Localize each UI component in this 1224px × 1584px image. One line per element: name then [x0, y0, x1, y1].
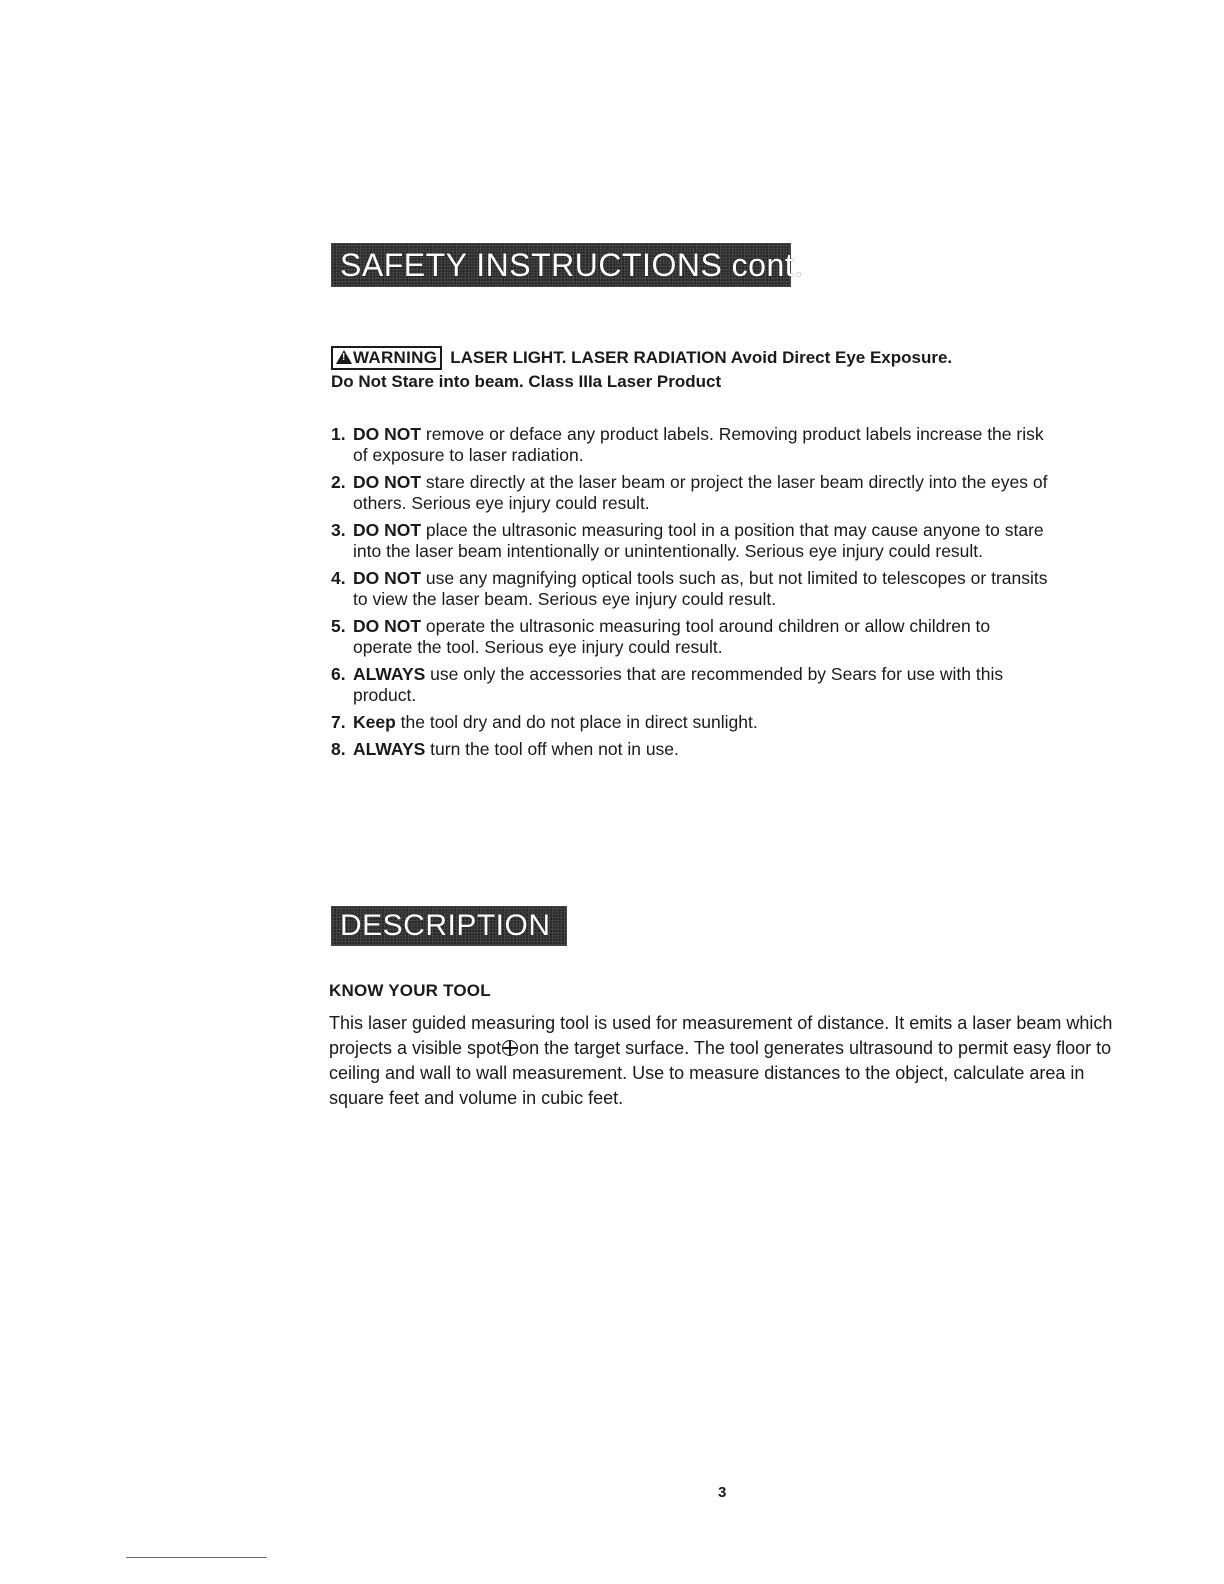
description-heading: DESCRIPTION	[331, 906, 567, 946]
item-number: 1.	[331, 424, 346, 444]
target-crosshair-icon	[502, 1040, 518, 1056]
item-lead: DO NOT	[353, 472, 422, 492]
know-your-tool-heading: KNOW YOUR TOOL	[329, 981, 491, 1000]
item-lead: Keep	[353, 712, 396, 732]
warning-line-1	[331, 346, 1111, 370]
item-text: the tool dry and do not place in direct sunlight.	[395, 712, 758, 732]
warning-badge-label: WARNING	[353, 348, 438, 367]
item-lead: DO NOT	[353, 424, 422, 444]
laser-warning	[331, 346, 1111, 393]
item-text: place the ultrasonic measuring tool in a position that may cause anyone to stare into the laser beam intentionally or unintentionally. Serious eye injury could result.	[353, 520, 1044, 561]
item-number: 2.	[331, 472, 346, 492]
list-item	[331, 616, 1051, 658]
list-item	[331, 712, 1051, 733]
item-lead: DO NOT	[353, 616, 422, 636]
item-number: 5.	[331, 616, 346, 636]
item-text: turn the tool off when not in use.	[425, 739, 679, 759]
item-text: operate the ultrasonic measuring tool around children or allow children to operate the tool. Serious eye injury could result.	[353, 616, 991, 657]
warning-triangle-icon	[336, 350, 352, 364]
item-number: 6.	[331, 664, 346, 684]
item-lead: DO NOT	[353, 520, 422, 540]
warning-badge	[331, 346, 442, 370]
safety-instructions-list	[331, 424, 1051, 766]
description-paragraph	[329, 1011, 1129, 1111]
description-text-part-2: on the target surface. The tool generates ultrasound to permit easy floor to ceiling and wall to wall measurement. Use to measure distances to the object, calculate area in square feet and volume in cubic feet.	[329, 1038, 1112, 1108]
item-text: remove or deface any product labels. Removing product labels increase the risk of exposure to laser radiation.	[353, 424, 1044, 465]
item-number: 7.	[331, 712, 346, 732]
list-item	[331, 664, 1051, 706]
item-lead: ALWAYS	[353, 739, 426, 759]
page-number: 3	[718, 1484, 727, 1501]
item-lead: DO NOT	[353, 568, 422, 588]
list-item	[331, 568, 1051, 610]
safety-instructions-heading: SAFETY INSTRUCTIONS cont.	[331, 243, 791, 287]
item-text: stare directly at the laser beam or project the laser beam directly into the eyes of others. Serious eye injury could result.	[353, 472, 1048, 513]
warning-text-line-2: Do Not Stare into beam. Class IIIa Laser Product	[331, 372, 722, 391]
list-item	[331, 739, 1051, 760]
list-item	[331, 520, 1051, 562]
item-text: use only the accessories that are recommended by Sears for use with this product.	[353, 664, 1004, 705]
item-number: 8.	[331, 739, 346, 759]
item-number: 4.	[331, 568, 346, 588]
warning-text-line-1: LASER LIGHT. LASER RADIATION Avoid Direct Eye Exposure.	[450, 348, 953, 367]
item-text: use any magnifying optical tools such as, but not limited to telescopes or transits to view the laser beam. Serious eye injury could result.	[353, 568, 1048, 609]
description-text-part-1: This laser guided measuring tool is used for measurement of distance. It emits a laser beam which projects a visible spot	[329, 1013, 1113, 1058]
footer-divider	[126, 1557, 267, 1558]
list-item	[331, 472, 1051, 514]
item-lead: ALWAYS	[353, 664, 426, 684]
item-number: 3.	[331, 520, 346, 540]
list-item	[331, 424, 1051, 466]
